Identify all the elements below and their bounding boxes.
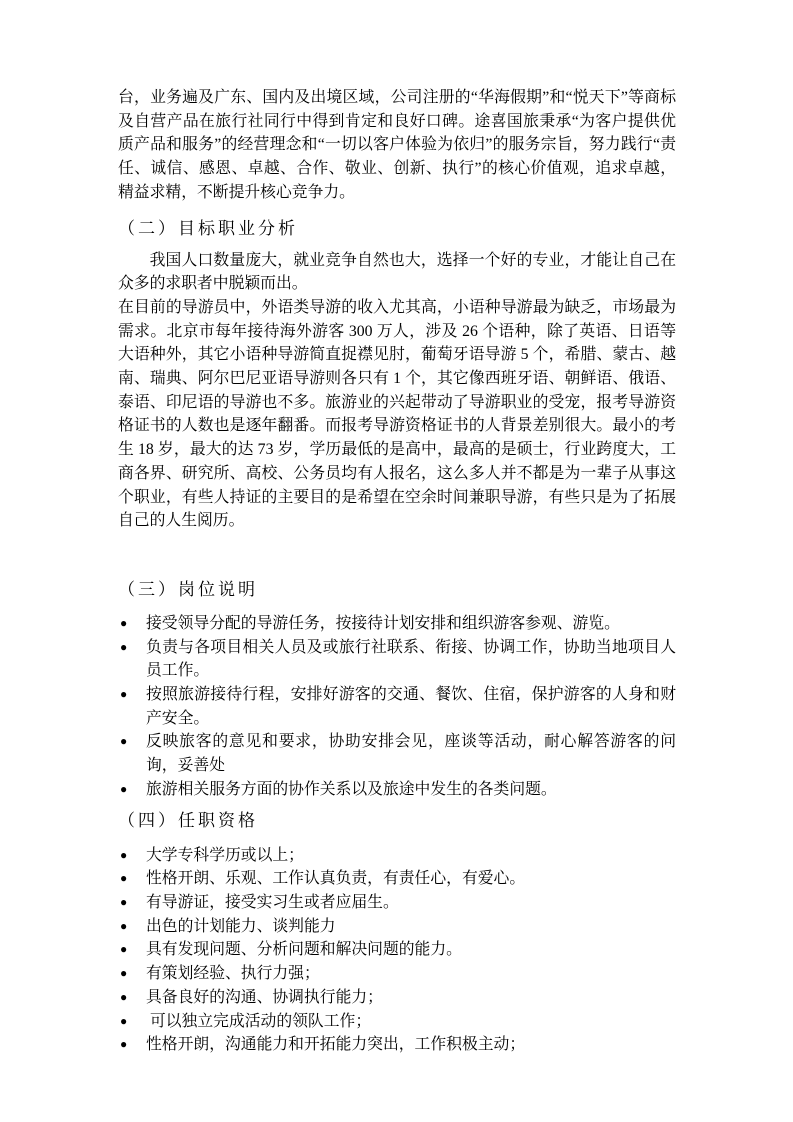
bullet-item-text: 性格开朗，沟通能力和开拓能力突出，工作积极主动； [146,1036,526,1054]
bullet-icon: ● [120,687,128,702]
bullet-list-item [118,962,676,986]
bullet-list-item [118,1033,676,1057]
bullet-list-item [118,867,676,891]
bullet-icon: ● [120,989,128,1004]
bullet-list-item [118,778,676,802]
intro-paragraph: 台，业务遍及广东、国内及出境区域，公司注册的“华海假期”和“悦天下”等商标及自营产品在旅行社同行中得到肯定和良好口碑。途喜国旅秉承“为客户提供优质产品和服务”的经营理念和“一切以客户体验为依归”的服务宗旨，努力践行“责任、诚信、感恩、卓越、合作、敬业、创新、执行”的核心价值观，追求卓越，精益求精，不断提升核心竞争力。 [118,89,676,201]
bullet-icon: ● [120,942,128,957]
bullet-item-text: 接受领导分配的导游任务，按接待计划安排和组织游客参观、游览。 [146,614,620,632]
bullet-list-item [118,938,676,962]
bullet-list-item [118,612,676,636]
bullet-item-text: 出色的计划能力、谈判能力 [146,917,336,935]
paragraph: 我国人口数量庞大，就业竞争自然也大，选择一个好的专业，才能让自己在众多的求职者中脱颖而出。 [118,251,676,293]
bullet-icon: ● [120,847,128,862]
bullet-item-text: 性格开朗、乐观、工作认真负责，有责任心，有爱心。 [146,870,526,888]
bullet-item-text: 按照旅游接待行程，安排好游客的交通、餐饮、住宿，保护游客的人身和财产安全。 [146,686,676,727]
bullet-item-text: 负责与各项目相关人员及或旅行社联系、衔接、协调工作，协助当地项目人员工作。 [146,638,676,680]
bullet-icon: ● [120,734,128,749]
bullet-list-item [118,915,676,939]
bullet-icon: ● [120,894,128,909]
bullet-icon: ● [120,781,128,796]
bullet-icon: ● [120,1037,128,1052]
document-section [118,577,676,802]
bullet-item-text: 可以独立完成活动的领队工作； [146,1012,372,1030]
section-heading: （四）任职资格 [118,810,258,830]
bullet-item-text: 反映旅客的意见和要求，协助安排会见，座谈等活动，耐心解答游客的问询，妥善处 [146,733,676,775]
bullet-list-item [118,730,676,777]
bullet-icon: ● [120,639,128,654]
bullet-icon: ● [120,871,128,886]
section-heading: （二）目标职业分析 [118,218,298,238]
bullet-list-item [118,1010,676,1034]
bullet-item-text: 具备良好的沟通、协调执行能力； [146,988,383,1006]
bullet-icon: ● [120,1013,128,1028]
bullet-icon: ● [120,918,128,933]
bullet-item-text: 大学专科学历或以上； [146,846,304,864]
bullet-list-item [118,986,676,1010]
bullet-icon: ● [120,966,128,981]
bullet-icon: ● [120,615,128,630]
bullet-item-text: 具有发现问题、分析问题和解决问题的能力。 [146,941,462,959]
bullet-item-text: 有导游证，接受实习生或者应届生。 [146,893,399,911]
document-section [118,808,676,1057]
sections-container [118,216,676,1057]
paragraph: 在目前的导游员中，外语类导游的收入尤其高，小语种导游最为缺乏，市场最为需求。北京市每年接待海外游客 300 万人，涉及 26 个语种，除了英语、日语等大语种外，其它小语种导游简直捉襟见肘，葡萄牙语导游 5 个，希腊、蒙古、越南、瑞典、阿尔巴尼亚语导游则各只有 1 个，其它像西班牙语、朝鲜语、俄语、泰语、印尼语的导游也不多。旅游业的兴起带动了导游职业的受宠，报考导游资格证书的人数也是逐年翻番。而报考导游资格证书的人背景差别很大。最小的考生 18 岁，最大的达 73 岁，学历最低的是高中，最高的是硕士，行业跨度大，工商各界、研究所、高校、公务员均有人报名，这么多人并不都是为一辈子从事这个职业，有些人持证的主要目的是希望在空余时间兼职导游，有些只是为了拓展自己的人生阅历。 [118,298,676,530]
bullet-item-text: 旅游相关服务方面的协作关系以及旅途中发生的各类问题。 [146,780,557,798]
bullet-list-item [118,683,676,730]
bullet-list-item [118,844,676,868]
document-section [118,216,676,533]
section-heading: （三）岗位说明 [118,579,258,599]
bullet-list-item [118,891,676,915]
bullet-list [118,844,676,1057]
bullet-list [118,612,676,802]
bullet-item-text: 有策划经验、执行力强； [146,965,320,983]
bullet-list-item [118,636,676,683]
